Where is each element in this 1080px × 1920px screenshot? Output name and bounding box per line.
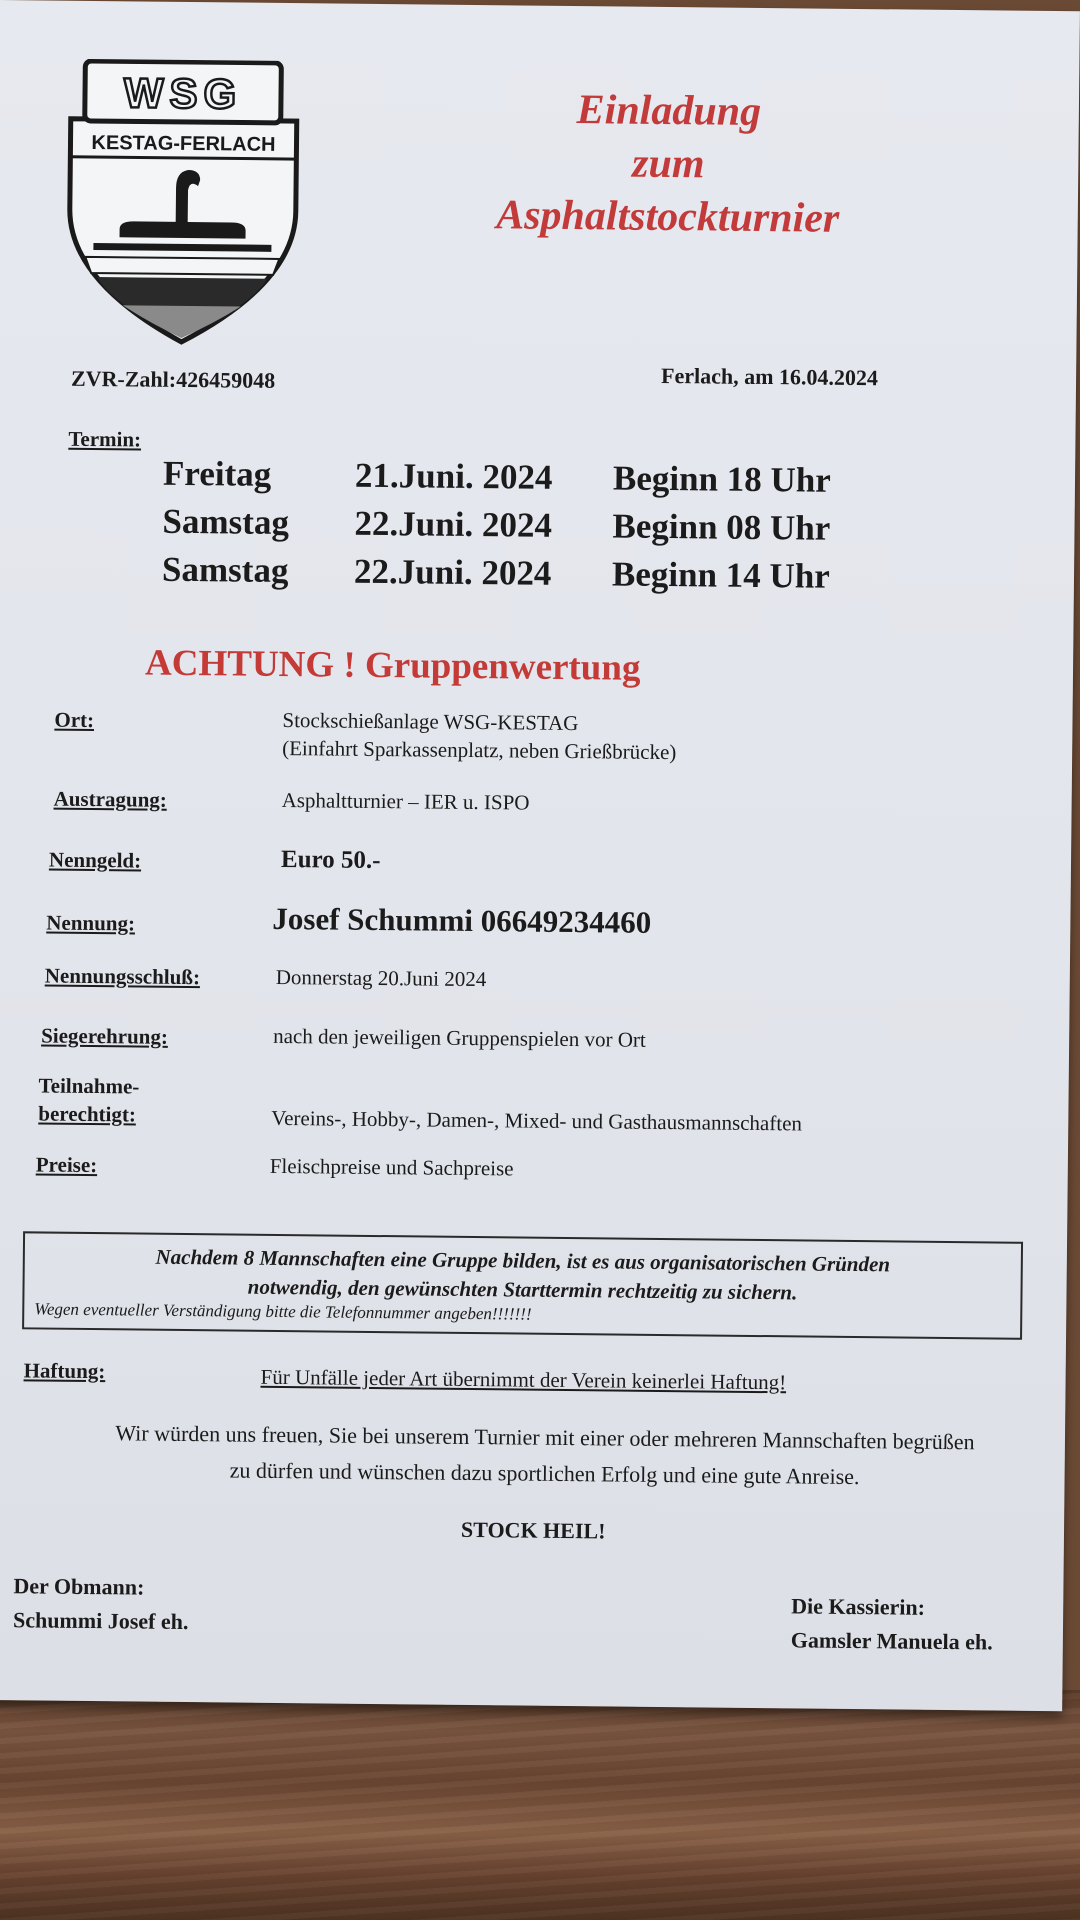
schedule-day: Samstag [161,549,289,591]
club-logo [62,59,303,349]
austragung-label: Austragung: [53,786,167,812]
schedule-start: Beginn 08 Uhr [612,506,831,548]
nennungsschluss-label: Nennungsschluß: [44,963,201,990]
place-date: Ferlach, am 16.04.2024 [660,362,879,391]
nenngeld-value: Euro 50.- [280,845,381,875]
austragung-value: Asphaltturnier – IER u. ISPO [281,787,530,815]
notice-text [24,1241,1021,1309]
nennung-value: Josef Schummi 06649234460 [272,900,652,940]
title-line-2: zum [631,140,705,188]
schedule-day: Samstag [162,501,290,543]
preise-value: Fleischpreise und Sachpreise [269,1153,514,1181]
signature-right-name: Gamsler Manuela eh. [790,1627,993,1655]
nenngeld-label: Nenngeld: [48,847,142,873]
notice-line-2: notwendig, den gewünschten Starttermin rechtzeitig zu sichern. [247,1274,798,1305]
ort-label: Ort: [54,707,95,733]
signature-right-role: Die Kassierin: [791,1593,926,1620]
nennung-label: Nennung: [46,910,136,936]
teilnahme-label-line2: berechtigt: [38,1101,137,1127]
ort-value: Stockschießanlage WSG-KESTAG [282,707,579,736]
schedule-date: 22.Juni. 2024 [354,503,553,545]
haftung-value: Für Unfälle jeder Art übernimmt der Verein keinerlei Haftung! [260,1364,787,1395]
nennungsschluss-value: Donnerstag 20.Juni 2024 [275,964,487,992]
document-title [427,82,909,246]
logo-letters: WSG [123,69,243,118]
teilnahme-value: Vereins-, Hobby-, Damen-, Mixed- und Gasthausmannschaften [271,1105,803,1136]
notice-phone-hint: Wegen eventueller Verständigung bitte die Telefonnummer angeben!!!!!!! [34,1299,532,1324]
termin-label: Termin: [68,426,142,452]
schedule-date: 21.Juni. 2024 [354,455,553,497]
stock-heil: STOCK HEIL! [460,1516,606,1544]
zvr-number: ZVR-Zahl:426459048 [70,365,276,393]
title-line-3: Asphaltstockturnier [495,192,840,242]
preise-label: Preise: [35,1152,98,1178]
siegerehrung-value: nach den jeweiligen Gruppenspielen vor Ort [273,1023,646,1052]
schedule-day: Freitag [162,453,272,494]
logo-club-name: KESTAG-FERLACH [91,131,276,156]
schedule-date: 22.Juni. 2024 [353,551,552,593]
signature-left-role: Der Obmann: [13,1573,145,1600]
notice-line-1: Nachdem 8 Mannschaften eine Gruppe bilden, ist es aus organisatorischen Gründen [155,1244,891,1277]
schedule-start: Beginn 18 Uhr [612,458,832,500]
ort-value-note: (Einfahrt Sparkassenplatz, neben Grießbrücke) [282,735,677,765]
signature-left [13,1569,189,1639]
haftung-label: Haftung: [23,1358,106,1384]
teilnahme-label-line1: Teilnahme- [38,1073,140,1099]
closing-line-2: zu dürfen und wünschen dazu sportlichen Erfolg und eine gute Anreise. [229,1457,860,1490]
closing-line-1: Wir würden uns freuen, Sie bei unserem Turnier mit einer oder mehreren Mannschaften begrüßen [115,1420,975,1455]
achtung-heading: ACHTUNG ! Gruppenwertung [144,642,641,689]
schedule-start: Beginn 14 Uhr [611,554,831,596]
signature-left-name: Schummi Josef eh. [12,1607,189,1635]
signature-right [791,1589,994,1659]
closing-text [14,1414,1075,1497]
title-line-1: Einladung [576,87,762,135]
wooden-table [0,1690,1080,1920]
notice-box [22,1231,1023,1339]
siegerehrung-label: Siegerehrung: [41,1023,169,1049]
